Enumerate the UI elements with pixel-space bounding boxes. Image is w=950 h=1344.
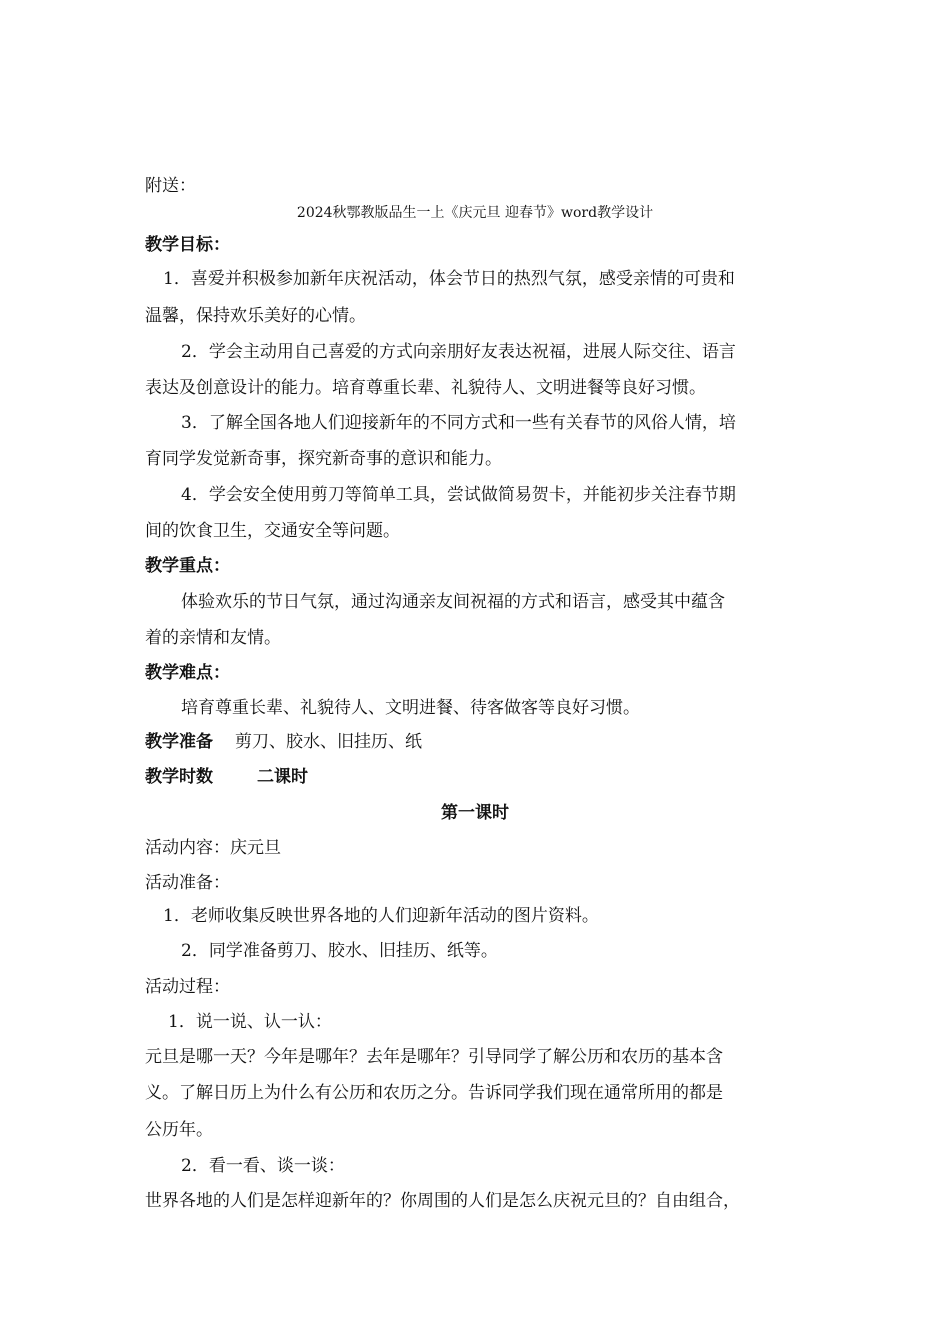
attach-label: 附送：	[145, 176, 196, 196]
step-1-line-3: 公历年。	[145, 1120, 213, 1140]
document-title: 2024秋鄂教版品生一上《庆元旦 迎春节》word教学设计	[296, 205, 654, 221]
objective-4-line-2: 间的饮食卫生，交通安全等问题。	[145, 521, 400, 541]
key-points-line-2: 着的亲情和友情。	[145, 628, 281, 648]
difficulties-heading: 教学难点：	[145, 663, 230, 683]
preparation-row	[145, 732, 422, 752]
step-1-line-1: 元旦是哪一天？今年是哪年？去年是哪年？引导同学了解公历和农历的基本含	[145, 1047, 723, 1067]
objective-4-line-1: 4．学会安全使用剪刀等简单工具，尝试做简易贺卡，并能初步关注春节期	[181, 485, 736, 505]
step-1-line-2: 义。了解日历上为什么有公历和农历之分。告诉同学我们现在通常所用的都是	[145, 1083, 723, 1103]
lesson-1-title: 第一课时	[441, 803, 509, 823]
step-2-line-1: 世界各地的人们是怎样迎新年的？你周围的人们是怎么庆祝元旦的？自由组合，	[145, 1191, 740, 1211]
objective-2-line-2: 表达及创意设计的能力。培育尊重长辈、礼貌待人、文明进餐等良好习惯。	[145, 378, 706, 398]
objective-1-line-2: 温馨，保持欢乐美好的心情。	[145, 306, 366, 326]
hours-row	[145, 767, 308, 787]
step-2-title: 2．看一看、谈一谈：	[181, 1156, 345, 1176]
preparation-value: 剪刀、胶水、旧挂历、纸	[235, 732, 422, 752]
objective-3-line-2: 育同学发觉新奇事，探究新奇事的意识和能力。	[145, 449, 502, 469]
step-1-title: 1．说一说、认一认：	[168, 1012, 332, 1032]
difficulties-line-1: 培育尊重长辈、礼貌待人、文明进餐、待客做客等良好习惯。	[181, 698, 640, 718]
activity-process-label: 活动过程：	[145, 977, 230, 997]
activity-prep-label: 活动准备：	[145, 873, 230, 893]
activity-prep-1: 1．老师收集反映世界各地的人们迎新年活动的图片资料。	[163, 906, 599, 926]
hours-value: 二课时	[257, 767, 308, 787]
key-points-line-1: 体验欢乐的节日气氛，通过沟通亲友间祝福的方式和语言，感受其中蕴含	[181, 592, 725, 612]
activity-content: 活动内容：庆元旦	[145, 838, 281, 858]
objective-3-line-1: 3．了解全国各地人们迎接新年的不同方式和一些有关春节的风俗人情，培	[181, 413, 736, 433]
objective-2-line-1: 2．学会主动用自己喜爱的方式向亲朋好友表达祝福，进展人际交往、语言	[181, 342, 736, 362]
activity-prep-2: 2．同学准备剪刀、胶水、旧挂历、纸等。	[181, 941, 498, 961]
objective-1-line-1: 1．喜爱并积极参加新年庆祝活动，体会节日的热烈气氛，感受亲情的可贵和	[163, 269, 735, 289]
hours-label: 教学时数	[145, 767, 213, 787]
preparation-label: 教学准备	[145, 732, 213, 752]
key-points-heading: 教学重点：	[145, 556, 230, 576]
objectives-heading: 教学目标：	[145, 235, 230, 255]
